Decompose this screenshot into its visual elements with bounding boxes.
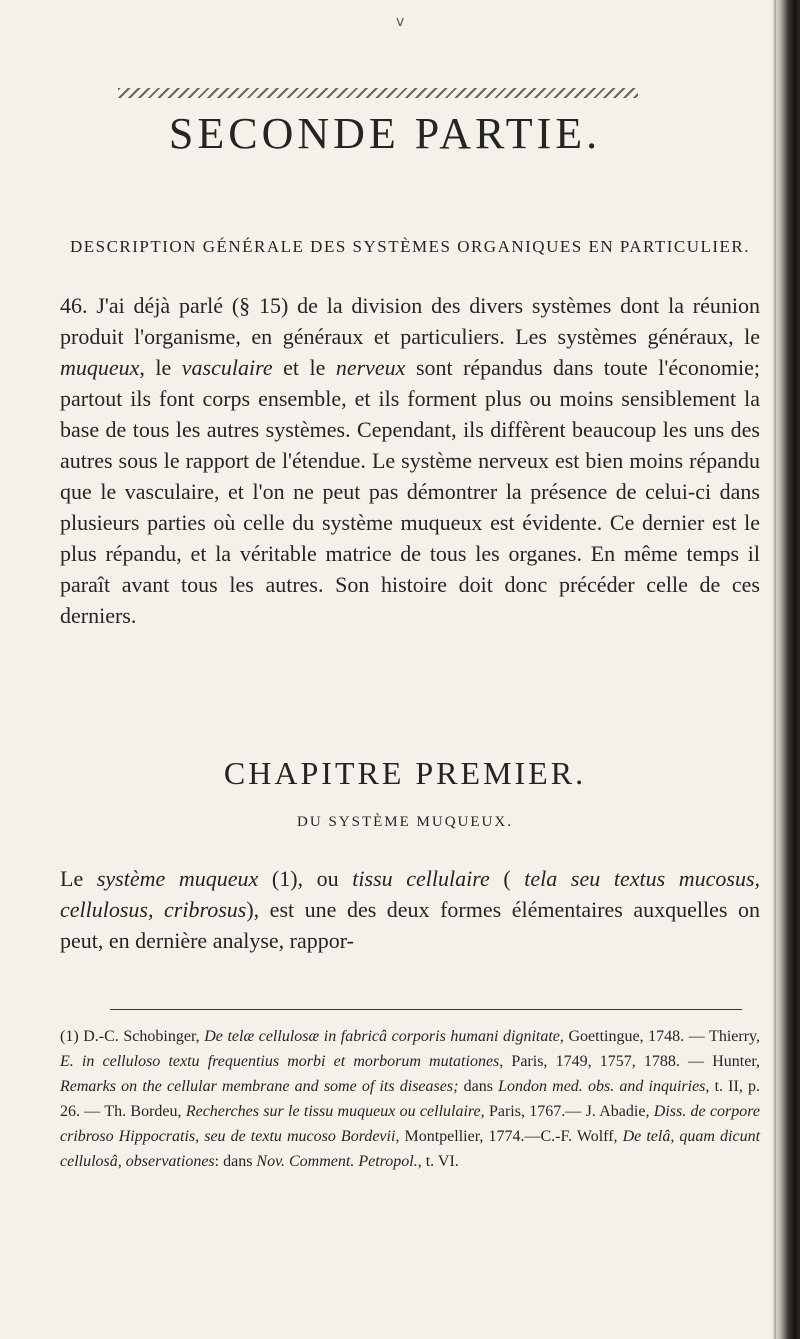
chapter-subtitle: DU SYSTÈME MUQUEUX.	[297, 814, 513, 830]
chapter-title: CHAPITRE PREMIER.	[223, 755, 587, 791]
footnote: (1) D.-C. Schobinger, De telæ cellulosæ in fabricâ corporis humani dignitate, Goettingue, 1748. — Thierry, E. in celluloso textu frequentius morbi et morborum mutationes, Paris, 1749, 1757, 1788. — Hunter, Remarks on the cellular membrane and some of its diseases; dans London med. obs. and inquiries, t. II, p. 26. — Th. Bordeu, Recherches sur le tissu muqueux ou cellulaire, Paris, 1767.— J. Abadie, Diss. de corpore cribroso Hippocratis, seu de textu mucoso Bordevii, Montpellier, 1774.—C.-F. Wolff, De telâ, quam dicunt cellulosâ, observationes: dans Nov. Comment. Petropol., t. VI.	[60, 1028, 761, 1170]
page-gutter-shadow	[772, 0, 776, 1339]
top-mark: v	[396, 14, 405, 30]
paragraph-46: 46. J'ai déjà parlé (§ 15) de la division des divers systèmes dont la réunion produit l'organisme, en généraux et particuliers. Les systèmes généraux, le muqueux, le vasculaire et le nerveux sont répandus dans toute l'économie; partout ils font corps ensemble, et ils forment plus ou moins sensiblement la base de tous les autres systèmes. Cependant, ils diffèrent beaucoup les uns des autres sous le rapport de l'étendue. Le système nerveux est bien moins répandu que le vasculaire, et l'on ne peut pas démontrer la présence de celui-ci dans plusieurs parties où celle du système muqueux est évidente. Ce dernier est le plus répandu, et la véritable matrice de tous les organes. En même temps il paraît avant tous les autres. Son histoire doit donc précéder celle de ces derniers.	[60, 293, 760, 628]
decorative-ornament-band	[118, 88, 638, 98]
paragraph-intro: Le système muqueux (1), ou tissu cellulaire ( tela seu textus mucosus, cellulosus, cribrosus), est une des deux formes élémentaires auxquelles on peut, en dernière analyse, rappor-	[60, 866, 761, 953]
part-title: SECONDE PARTIE.	[168, 109, 602, 158]
book-spine-shadow	[774, 0, 800, 1339]
part-subtitle: DESCRIPTION GÉNÉRALE DES SYSTÈMES ORGANIQUES EN PARTICULIER.	[69, 237, 751, 256]
footnote-divider	[110, 1009, 742, 1010]
